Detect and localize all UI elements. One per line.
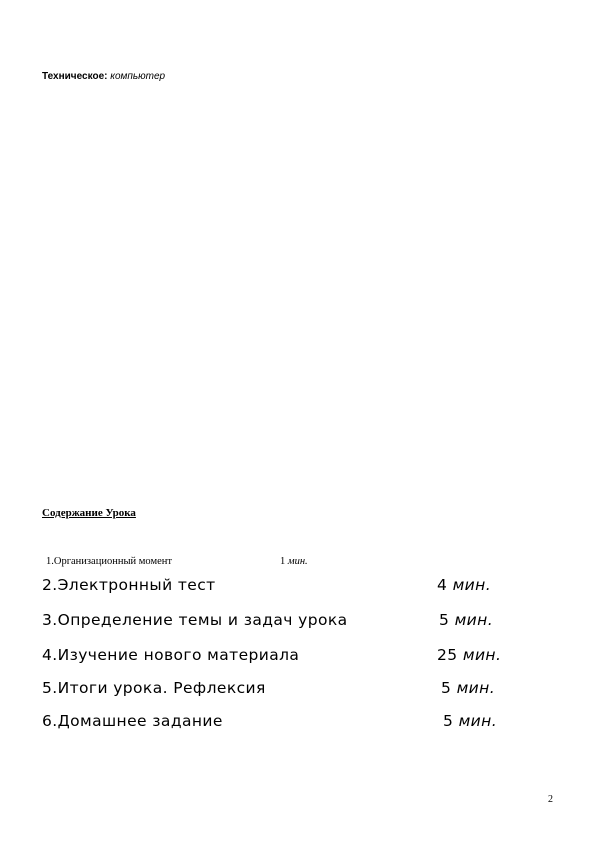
equipment-value: компьютер [110, 71, 166, 82]
plan-item-6-amount: 5 [443, 712, 454, 730]
plan-item-1-unit: мин. [287, 556, 308, 567]
plan-item-3-amount: 5 [439, 611, 450, 629]
equipment-label: Техническое: [42, 71, 108, 82]
plan-item-4-amount: 25 [437, 646, 458, 664]
plan-item-4-label: 4.Изучение нового материала [42, 646, 300, 664]
section-title: Содержание Урока [42, 507, 136, 519]
plan-item-2-amount: 4 [437, 576, 448, 594]
plan-item-5-time [441, 679, 495, 697]
plan-item-4-time [437, 646, 501, 664]
plan-item-1-amount: 1 [280, 556, 286, 567]
equipment-line [42, 71, 165, 82]
page-number: 2 [548, 794, 553, 805]
plan-item-5-unit: мин. [456, 679, 496, 697]
plan-item-6-time [443, 712, 497, 730]
plan-item-2-label: 2.Электронный тест [42, 576, 216, 594]
plan-item-3-label: 3.Определение темы и задач урока [42, 611, 348, 629]
plan-item-3-unit: мин. [454, 611, 494, 629]
plan-item-4-unit: мин. [462, 646, 502, 664]
plan-item-6-label: 6.Домашнее задание [42, 712, 223, 730]
plan-item-5-amount: 5 [441, 679, 452, 697]
plan-item-6-unit: мин. [458, 712, 498, 730]
plan-item-1-time [280, 556, 308, 567]
plan-item-2-time [437, 576, 491, 594]
plan-item-2-unit: мин. [452, 576, 492, 594]
plan-item-5-label: 5.Итоги урока. Рефлексия [42, 679, 266, 697]
plan-item-1-label: 1.Организационный момент [46, 556, 172, 567]
plan-item-3-time [439, 611, 493, 629]
